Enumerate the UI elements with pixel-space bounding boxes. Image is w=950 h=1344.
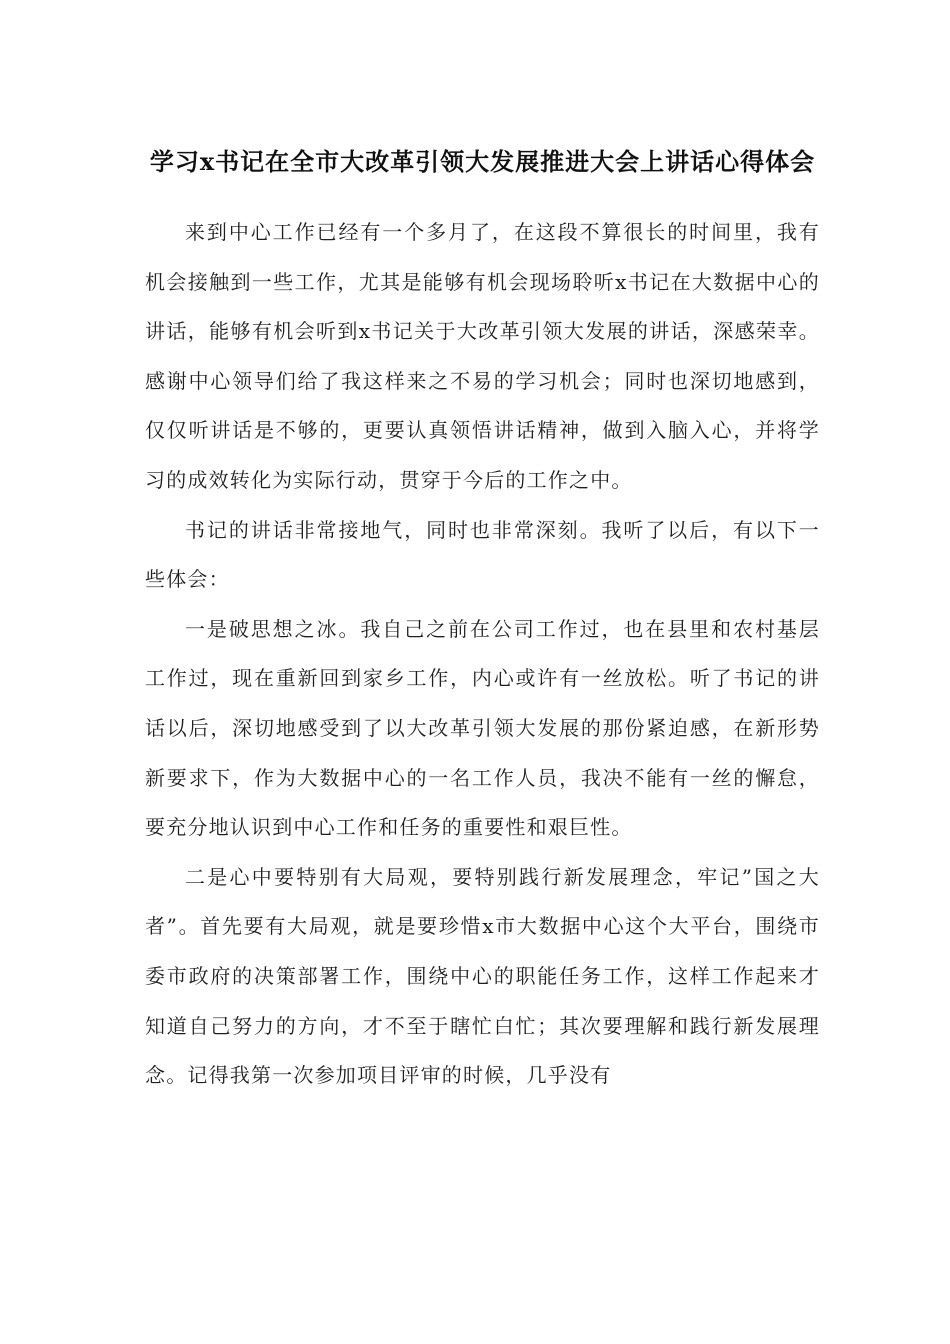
document-page [145, 138, 820, 1101]
paragraph-1: 来到中心工作已经有一个多月了，在这段不算很长的时间里，我有机会接触到一些工作，尤其是能够有机会现场聆听x书记在大数据中心的讲话，能够有机会听到x书记关于大改革引领大发展的讲话，深感荣幸。感谢中心领导们给了我这样来之不易的学习机会；同时也深切地感到，仅仅听讲话是不够的，更要认真领悟讲话精神，做到入脑入心，并将学习的成效转化为实际行动，贯穿于今后的工作之中。 [145, 220, 820, 492]
paragraph-2: 书记的讲话非常接地气，同时也非常深刻。我听了以后，有以下一些体会： [145, 517, 820, 592]
paragraph-4: 二是心中要特别有大局观，要特别践行新发展理念，牢记”国之大者”。首先要有大局观，就是要珍惜x市大数据中心这个大平台，围绕市委市政府的决策部署工作，围绕中心的职能任务工作，这样工作起来才知道自己努力的方向，才不至于瞎忙白忙；其次要理解和践行新发展理念。记得我第一次参加项目评审的时候，几乎没有 [145, 864, 820, 1088]
paragraph-3: 一是破思想之冰。我自己之前在公司工作过，也在县里和农村基层工作过，现在重新回到家乡工作，内心或许有一丝放松。听了书记的讲话以后，深切地感受到了以大改革引领大发展的那份紧迫感，在新形势新要求下，作为大数据中心的一名工作人员，我决不能有一丝的懈怠，要充分地认识到中心工作和任务的重要性和艰巨性。 [145, 616, 820, 840]
document-body [145, 208, 820, 1101]
document-title: 学习x书记在全市大改革引领大发展推进大会上讲话心得体会 [149, 147, 816, 176]
